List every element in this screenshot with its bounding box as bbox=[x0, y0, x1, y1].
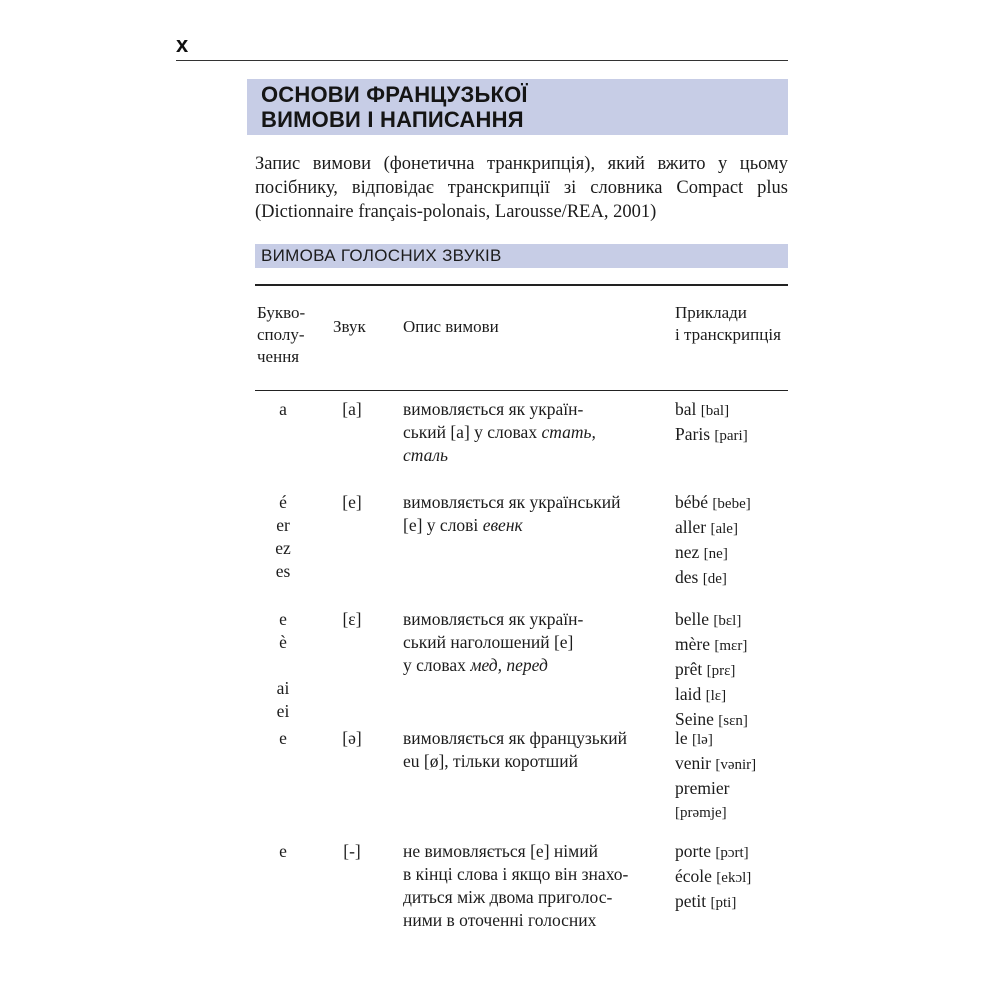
description-text: диться між двома приголос- bbox=[403, 887, 613, 907]
description-line bbox=[403, 654, 665, 677]
letter-combination: e bbox=[279, 841, 287, 861]
transcription: [de] bbox=[702, 571, 727, 587]
description-line bbox=[403, 886, 665, 909]
example-line bbox=[675, 752, 795, 777]
header-letters-line: чення bbox=[257, 347, 300, 366]
example-word: des bbox=[675, 567, 699, 587]
sound-symbol: [e] bbox=[342, 492, 362, 512]
letter-combination: ei bbox=[276, 701, 290, 721]
description-line bbox=[403, 909, 665, 932]
description-line bbox=[403, 491, 665, 514]
header-letters bbox=[257, 302, 305, 368]
header-letters-line: сполу- bbox=[257, 325, 305, 344]
intro-paragraph: Запис вимови (фонетична транкрипція), який вжито у цьому посібнику, відповідає транскрипції зі словника Compact plus (Dictionnaire français-polonais, Larousse/REA, 2001) bbox=[255, 154, 788, 222]
example-word: aller bbox=[675, 517, 707, 537]
description-text: [е] у слові bbox=[403, 515, 483, 535]
description-line bbox=[403, 514, 665, 537]
example-line bbox=[675, 423, 795, 448]
example-word: prêt bbox=[675, 659, 703, 679]
sound-symbol: [ə] bbox=[342, 728, 362, 748]
description-text: вимовляється як український bbox=[403, 492, 621, 512]
example-line bbox=[675, 727, 795, 752]
example-line bbox=[675, 633, 795, 658]
example-line bbox=[675, 683, 795, 708]
example-word: école bbox=[675, 866, 712, 886]
example-line bbox=[675, 777, 795, 800]
example-word: bébé bbox=[675, 492, 709, 512]
chapter-title-line-1: ОСНОВИ ФРАНЦУЗЬКОЇ bbox=[261, 82, 528, 107]
description-cell bbox=[403, 608, 665, 677]
transcription: [lə] bbox=[692, 732, 713, 748]
example-word: petit bbox=[675, 891, 707, 911]
header-description: Опис вимови bbox=[403, 317, 499, 336]
description-line bbox=[403, 631, 665, 654]
example-word: le bbox=[675, 728, 688, 748]
sound-cell bbox=[338, 491, 366, 514]
chapter-title-line-2: ВИМОВИ І НАПИСАННЯ bbox=[261, 107, 524, 132]
sound-symbol: [a] bbox=[342, 399, 362, 419]
example-line bbox=[675, 658, 795, 683]
example-line bbox=[675, 865, 795, 890]
description-cell bbox=[403, 398, 665, 467]
letters-cell bbox=[262, 608, 304, 723]
letter-combination: e bbox=[279, 609, 287, 629]
example-line bbox=[675, 890, 795, 915]
description-cell bbox=[403, 727, 665, 773]
transcription: [vənir] bbox=[715, 757, 757, 773]
description-text: вимовляється як французький bbox=[403, 728, 627, 748]
description-text: вимовляється як україн- bbox=[403, 609, 584, 629]
example-line bbox=[675, 800, 795, 825]
letter-combination: e bbox=[279, 728, 287, 748]
example-word: mère bbox=[675, 634, 710, 654]
description-line bbox=[403, 727, 665, 750]
examples-cell bbox=[675, 398, 795, 448]
description-text: ський [а] у словах bbox=[403, 422, 542, 442]
example-line bbox=[675, 541, 795, 566]
letter-combination: ai bbox=[276, 678, 290, 698]
transcription: [mɛr] bbox=[714, 638, 748, 654]
description-line bbox=[403, 840, 665, 863]
transcription: [prɛ] bbox=[706, 663, 736, 679]
example-word-italic: сталь bbox=[403, 445, 448, 465]
example-line bbox=[675, 608, 795, 633]
sound-symbol: [ɛ] bbox=[342, 609, 362, 629]
description-cell bbox=[403, 491, 665, 537]
description-line bbox=[403, 750, 665, 773]
sound-cell bbox=[338, 608, 366, 631]
letters-cell bbox=[262, 398, 304, 421]
example-word: venir bbox=[675, 753, 711, 773]
transcription: [pari] bbox=[714, 428, 748, 444]
examples-cell bbox=[675, 840, 795, 915]
transcription: [bebe] bbox=[712, 496, 751, 512]
example-line bbox=[675, 516, 795, 541]
transcription: [bal] bbox=[700, 403, 730, 419]
example-word-italic: евенк bbox=[482, 515, 523, 535]
letter-combination: er bbox=[276, 515, 290, 535]
description-text: ними в оточенні голосних bbox=[403, 910, 597, 930]
description-line bbox=[403, 863, 665, 886]
sound-cell bbox=[338, 727, 366, 750]
example-line bbox=[675, 491, 795, 516]
sound-symbol: [-] bbox=[343, 841, 361, 861]
transcription: [prəmje] bbox=[675, 805, 727, 821]
description-text: у словах bbox=[403, 655, 471, 675]
example-word: nez bbox=[675, 542, 700, 562]
transcription: [bɛl] bbox=[713, 613, 742, 629]
transcription: [lɛ] bbox=[705, 688, 727, 704]
description-text: в кінці слова і якщо він знахо- bbox=[403, 864, 629, 884]
page-number: x bbox=[176, 32, 189, 57]
letter-combination: é bbox=[279, 492, 287, 512]
description-cell bbox=[403, 840, 665, 932]
description-text: не вимовляється [e] німий bbox=[403, 841, 598, 861]
example-word: belle bbox=[675, 609, 710, 629]
example-word: premier bbox=[675, 778, 730, 798]
description-line bbox=[403, 608, 665, 631]
description-line bbox=[403, 398, 665, 421]
chapter-title-box bbox=[247, 79, 788, 135]
example-word: Seine bbox=[675, 709, 714, 729]
example-word: porte bbox=[675, 841, 711, 861]
example-line bbox=[675, 840, 795, 865]
transcription: [ale] bbox=[710, 521, 738, 537]
header-letters-line: Букво- bbox=[257, 303, 306, 322]
transcription: [pti] bbox=[710, 895, 737, 911]
examples-cell bbox=[675, 727, 795, 825]
transcription: [sɛn] bbox=[718, 713, 748, 729]
letters-cell bbox=[262, 727, 304, 750]
table-top-rule bbox=[255, 284, 788, 286]
header-examples-line: і транскрипція bbox=[675, 325, 781, 344]
description-text: ський наголошений [е] bbox=[403, 632, 574, 652]
transcription: [ekɔl] bbox=[716, 870, 752, 886]
example-word-italic: мед, перед bbox=[470, 655, 548, 675]
description-line bbox=[403, 444, 665, 467]
letter-combination: a bbox=[279, 399, 287, 419]
letter-combination: ez bbox=[275, 538, 291, 558]
header-sound: Звук bbox=[333, 317, 366, 336]
transcription: [ne] bbox=[703, 546, 728, 562]
example-word: bal bbox=[675, 399, 697, 419]
description-text: вимовляється як україн- bbox=[403, 399, 584, 419]
example-word: laid bbox=[675, 684, 702, 704]
example-line bbox=[675, 398, 795, 423]
letters-cell bbox=[262, 491, 304, 583]
section-title: ВИМОВА ГОЛОСНИХ ЗВУКІВ bbox=[255, 244, 788, 268]
examples-cell bbox=[675, 491, 795, 591]
header-examples bbox=[675, 302, 781, 346]
example-word-italic: стать, bbox=[541, 422, 596, 442]
examples-cell bbox=[675, 608, 795, 733]
letter-combination: es bbox=[275, 561, 291, 581]
header-rule bbox=[176, 60, 788, 61]
transcription: [pɔrt] bbox=[715, 845, 749, 861]
table-header-rule bbox=[255, 390, 788, 391]
example-line bbox=[675, 566, 795, 591]
letters-cell bbox=[262, 840, 304, 863]
letter-combination bbox=[262, 654, 304, 677]
description-line bbox=[403, 421, 665, 444]
sound-cell bbox=[338, 840, 366, 863]
description-text: eu [ø], тільки коротший bbox=[403, 751, 578, 771]
header-examples-line: Приклади bbox=[675, 303, 747, 322]
letter-combination: è bbox=[279, 632, 287, 652]
sound-cell bbox=[338, 398, 366, 421]
example-word: Paris bbox=[675, 424, 710, 444]
